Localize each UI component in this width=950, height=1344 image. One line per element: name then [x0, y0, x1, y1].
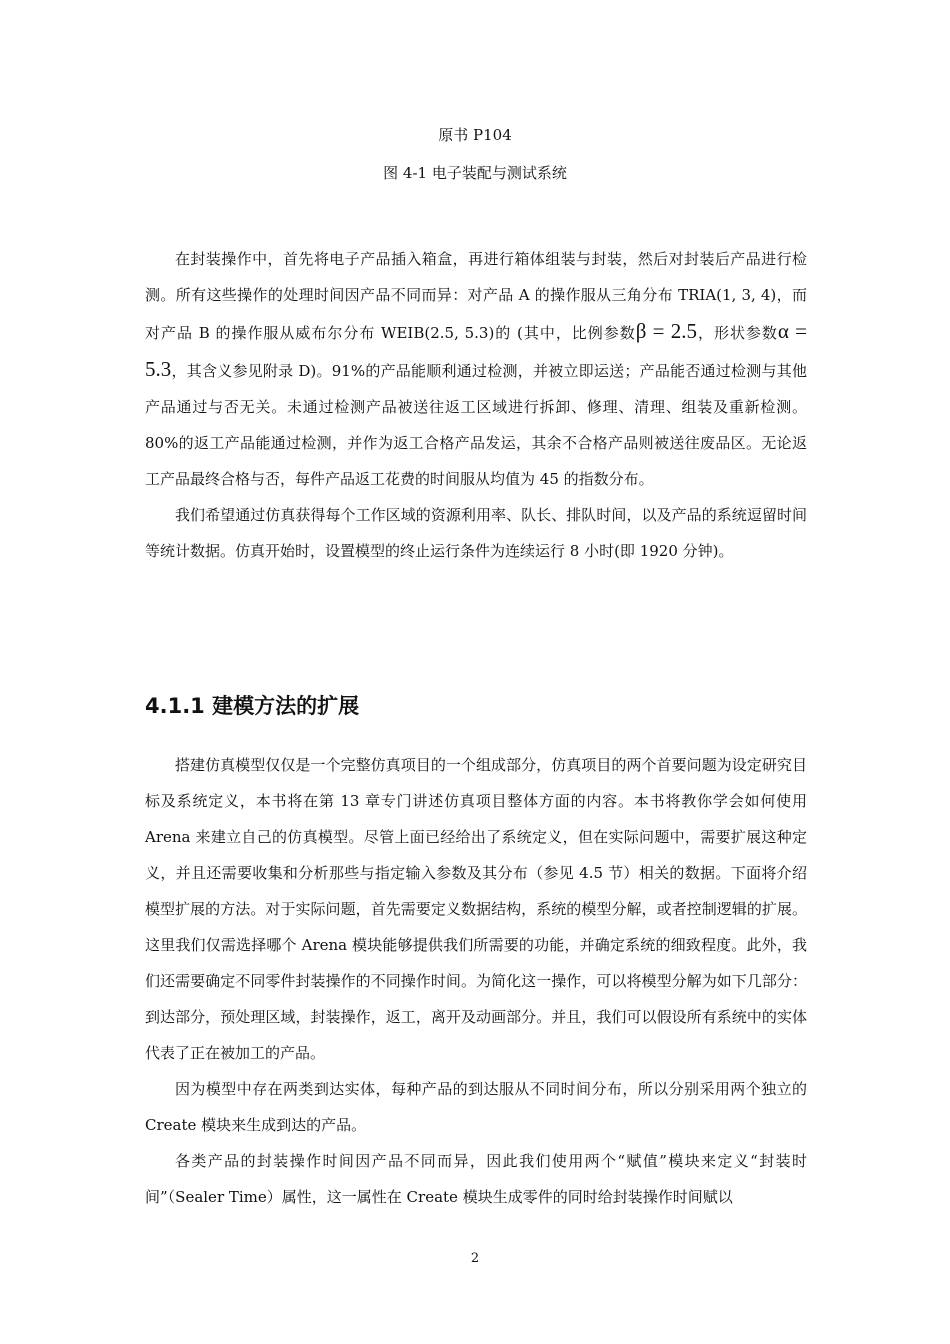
section-paragraph-1: 搭建仿真模型仅仅是一个完整仿真项目的一个组成部分，仿真项目的两个首要问题为设定研究目标及系统定义，本书将在第 13 章专门讲述仿真项目整体方面的内容。本书将教你学会如何使用 Arena 来建立自己的仿真模型。尽管上面已经给出了系统定义，但在实际问题中，需要扩展这种定义，并且还需要收集和分析那些与指定输入参数及其分布（参见 4.5 节）相关的数据。下面将介绍模型扩展的方法。对于实际问题，首先需要定义数据结构，系统的模型分解，或者控制逻辑的扩展。这里我们仅需选择哪个 Arena 模块能够提供我们所需要的功能，并确定系统的细致程度。此外，我们还需要确定不同零件封装操作的不同操作时间。为简化这一操作，可以将模型分解为如下几部分：到达部分，预处理区域，封装操作，返工，离开及动画部分。并且，我们可以假设所有系统中的实体代表了正在被加工的产品。: [145, 756, 807, 1062]
section-paragraph-3: 各类产品的封装操作时间因产品不同而异，因此我们使用两个“赋值”模块来定义“封装时间”（Sealer Time）属性，这一属性在 Create 模块生成零件的同时给封装操作时间赋以: [145, 1152, 807, 1206]
intro-paragraph-2: 我们希望通过仿真获得每个工作区域的资源利用率、队长、排队时间，以及产品的系统逗留时间等统计数据。仿真开始时，设置模型的终止运行条件为连续运行 8 小时(即 1920 分钟)。: [145, 506, 807, 560]
intro-text-a: 在封装操作中，首先将电子产品插入箱盒，再进行箱体组装与封装，然后对封装后产品进行检测。所有这些操作的处理时间因产品不同而异：对产品 A 的操作服从三角分布 TRIA(1, 3, 4)，而对产品 B 的操作服从威布尔分布 WEIB(2.5, 5.3)的 (其中，比例参数: [145, 250, 807, 342]
alpha-expression: α = 5.3: [145, 319, 807, 381]
page-number: 2: [470, 1251, 480, 1266]
section-body: [145, 747, 807, 1215]
section-paragraph-2: 因为模型中存在两类到达实体，每种产品的到达服从不同时间分布，所以分别采用两个独立的 Create 模块来生成到达的产品。: [145, 1080, 807, 1134]
intro-text-b: ，形状参数: [697, 324, 778, 342]
source-reference: 原书 P104: [438, 126, 512, 144]
intro-text-c: ，其含义参见附录 D)。91%的产品能顺利通过检测，并被立即运送；产品能否通过检测与其他产品通过与否无关。未通过检测产品被送往返工区域进行拆卸、修理、清理、组装及重新检测。80%的返工产品能通过检测，并作为返工合格产品发运，其余不合格产品则被送往废品区。无论返工产品最终合格与否，每件产品返工花费的时间服从均值为 45 的指数分布。: [145, 362, 807, 488]
section-heading: 4.1.1 建模方法的扩展: [145, 694, 360, 718]
intro-paragraph-1: [145, 241, 807, 497]
beta-expression: β = 2.5: [635, 319, 697, 343]
figure-caption: 图 4-1 电子装配与测试系统: [383, 164, 567, 182]
intro-section: [145, 241, 807, 569]
